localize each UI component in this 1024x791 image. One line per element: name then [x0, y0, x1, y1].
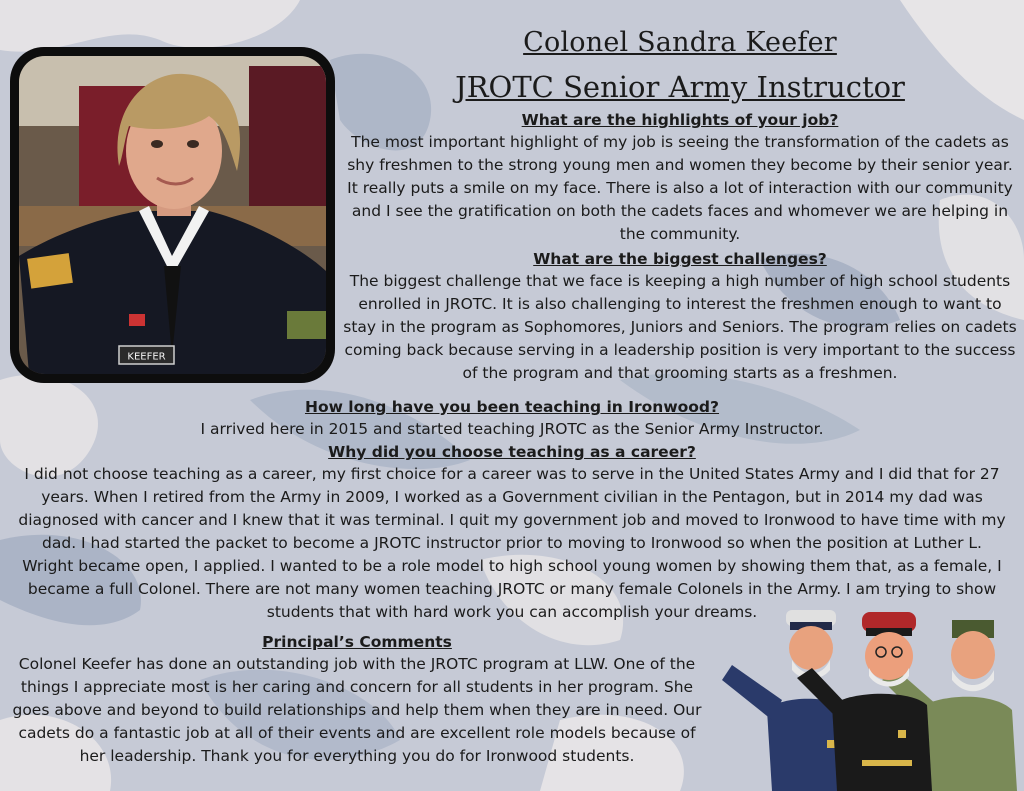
answer-text: I arrived here in 2015 and started teaching JROTC as the Senior Army Instructor.: [200, 420, 824, 438]
name-tag: KEEFER: [127, 351, 166, 363]
section-principal-comments: [6, 631, 708, 768]
page-title: Colonel Sandra Keefer: [523, 27, 837, 58]
section-highlights: [340, 109, 1020, 246]
question-heading: What are the highlights of your job?: [521, 111, 839, 129]
question-heading: What are the biggest challenges?: [533, 250, 827, 268]
saluting-veterans-illustration: [712, 600, 1024, 791]
answer-text: The most important highlight of my job is seeing the transformation of the cadets as shy freshmen to the strong young men and women they become by their senior year. It really puts a smile on my face. There is also a lot of interaction with our community and I see the gratification on both the cadets faces and whomever we are helping in the community.: [347, 133, 1013, 243]
section-challenges: [340, 248, 1020, 385]
question-heading: Why did you choose teaching as a career?: [328, 443, 696, 461]
page-subtitle: JROTC Senior Army Instructor: [455, 70, 905, 104]
answer-text: The biggest challenge that we face is keeping a high number of high school students enrolled in JROTC. It is also challenging to interest the freshmen enough to want to stay in the program as Sophomores, Juniors and Seniors. The program relies on cadets coming back because serving in a leadership position is very important to the success of the program and that grooming starts as a freshmen.: [343, 272, 1017, 382]
question-heading: How long have you been teaching in Ironwood?: [304, 398, 720, 416]
instructor-photo: [19, 56, 326, 374]
answer-text: Colonel Keefer has done an outstanding job with the JROTC program at LLW. One of the things I appreciate most is her caring and concern for all students in her program. She goes above and beyond to build relationships and help them when they are in need. Our cadets do a fantastic job at all of their events and are excellent role models because of her leadership. Thank you for everything you do for Ironwood students.: [12, 655, 702, 765]
section-career-choice: [0, 441, 1024, 624]
section-teaching-duration: [0, 396, 1024, 441]
answer-text: I did not choose teaching as a career, my first choice for a career was to serve in the United States Army and I did that for 27 years. When I retired from the Army in 2009, I worked as a Government civilian in the Pentagon, but in 2014 my dad was diagnosed with cancer and I knew that it was terminal. I quit my government job and moved to Ironwood to have time with my dad. I had started the packet to become a JROTC instructor prior to moving to Ironwood so when the position at Luther L. Wright became open, I applied. I wanted to be a role model to high school young women by showing them that, as a female, I became a full Colonel. There are not many women teaching JROTC or many female Colonels in the Army. I am trying to show students that with hard work you can accomplish your dreams.: [18, 465, 1006, 621]
instructor-photo-frame: [10, 47, 335, 383]
question-heading: Principal’s Comments: [262, 633, 452, 651]
